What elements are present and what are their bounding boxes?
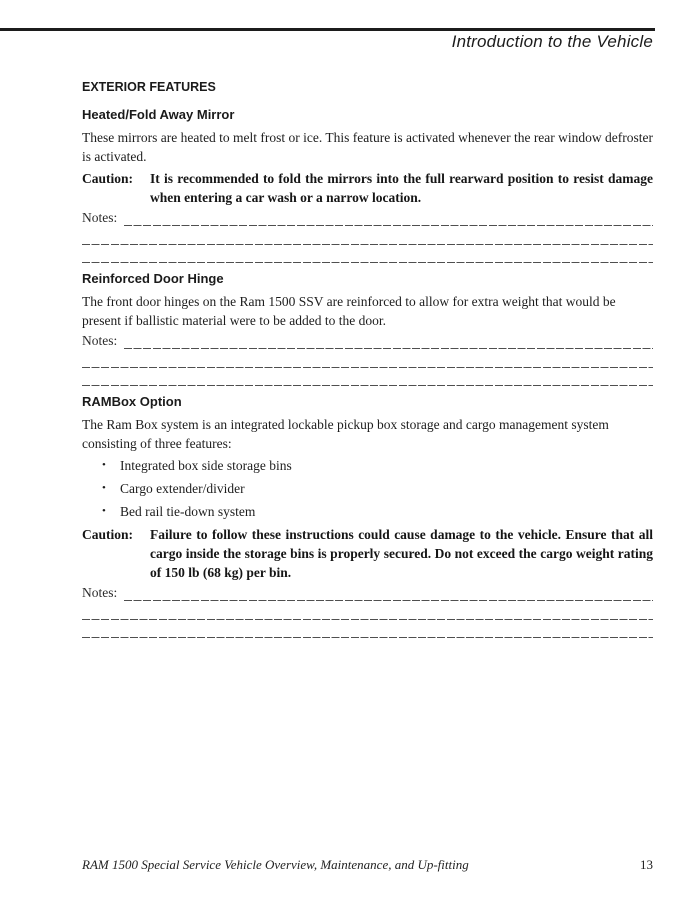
footer-document-title: RAM 1500 Special Service Vehicle Overview, Maintenance, and Up-fitting xyxy=(82,857,469,872)
caution-label: Caution: xyxy=(82,171,134,186)
notes-block-rambox xyxy=(82,585,653,639)
notes-row xyxy=(82,210,653,228)
notes-line xyxy=(82,369,653,387)
list-item xyxy=(82,479,653,498)
page-number: 13 xyxy=(640,857,653,872)
caution-text-rambox: Failure to follow these instructions could cause damage to the vehicle. Ensure that all cargo inside the storage bins is properly secured. Do not exceed the cargo weight rating of 150 lb (68 kg) per bin. xyxy=(150,527,653,580)
notes-underline xyxy=(124,585,653,603)
list-item-text: Integrated box side storage bins xyxy=(120,458,292,473)
caution-block-rambox xyxy=(82,525,653,582)
notes-line xyxy=(82,603,653,621)
list-item xyxy=(82,502,653,521)
notes-block-door-hinge xyxy=(82,333,653,387)
notes-underline xyxy=(124,333,653,351)
list-item-text: Bed rail tie-down system xyxy=(120,504,256,519)
notes-line xyxy=(82,228,653,246)
notes-label: Notes: xyxy=(82,210,118,225)
bullet-icon: • xyxy=(102,482,106,494)
sub-heading-rambox-option: RAMBox Option xyxy=(82,394,182,409)
sub-heading-heated-fold-away-mirror: Heated/Fold Away Mirror xyxy=(82,107,235,122)
rambox-feature-list xyxy=(82,456,653,521)
notes-row xyxy=(82,333,653,351)
caution-text-mirror: It is recommended to fold the mirrors into the full rearward position to resist damage when entering a car wash or a narrow location. xyxy=(150,171,653,205)
paragraph-door-hinge-body: The front door hinges on the Ram 1500 SSV are reinforced to allow for extra weight that would be present if ballistic material were to be added to the door. xyxy=(82,294,616,328)
bullet-icon: • xyxy=(102,459,106,471)
notes-line xyxy=(82,246,653,264)
caution-label: Caution: xyxy=(82,527,134,542)
paragraph-rambox-body: The Ram Box system is an integrated lockable pickup box storage and cargo management system consisting of three features: xyxy=(82,417,609,451)
notes-row xyxy=(82,585,653,603)
page-footer xyxy=(82,857,653,873)
notes-line xyxy=(82,621,653,639)
page-content xyxy=(82,80,653,646)
sub-heading-reinforced-door-hinge: Reinforced Door Hinge xyxy=(82,271,224,286)
section-heading-exterior-features: EXTERIOR FEATURES xyxy=(82,80,216,94)
caution-block-mirror xyxy=(82,169,653,207)
notes-label: Notes: xyxy=(82,585,118,600)
list-item xyxy=(82,456,653,475)
bullet-icon: • xyxy=(102,505,106,517)
page-header-title: Introduction to the Vehicle xyxy=(451,32,653,51)
notes-underline xyxy=(124,210,653,228)
notes-line xyxy=(82,351,653,369)
notes-block-mirror xyxy=(82,210,653,264)
header-rule xyxy=(0,28,655,31)
list-item-text: Cargo extender/divider xyxy=(120,481,245,496)
notes-label: Notes: xyxy=(82,333,118,348)
paragraph-mirror-body: These mirrors are heated to melt frost or ice. This feature is activated whenever the rear window defroster is activated. xyxy=(82,130,654,164)
